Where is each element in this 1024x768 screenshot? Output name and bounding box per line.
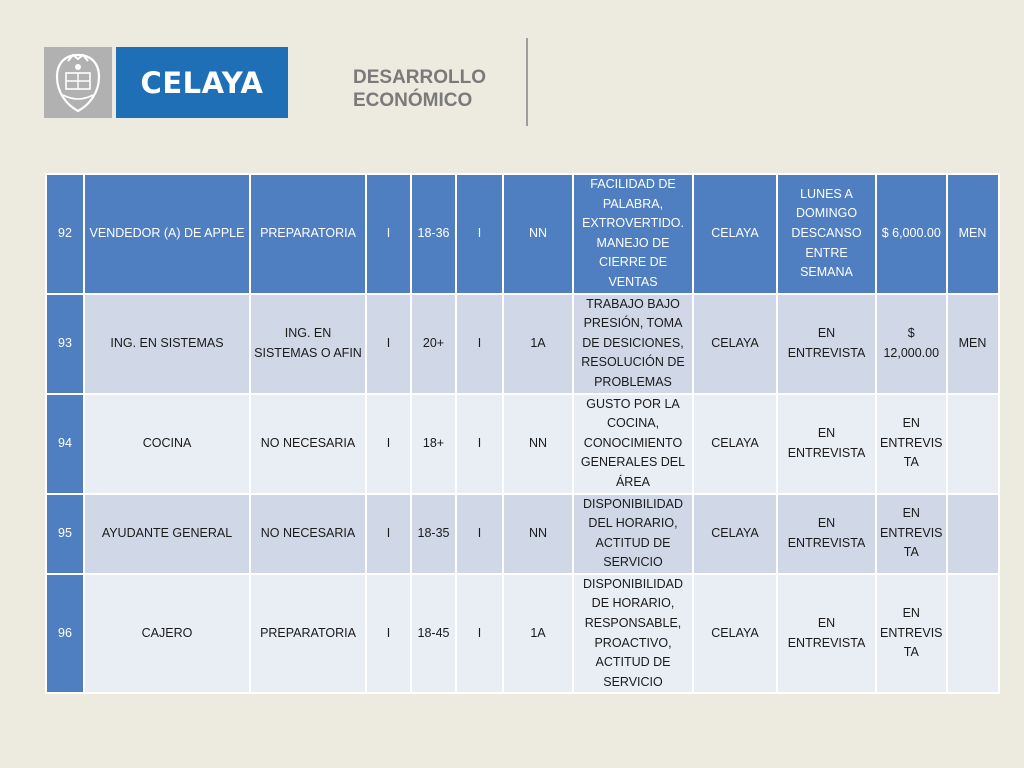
cell-sueldo: EN ENTREVIS TA <box>876 494 947 574</box>
cell-escolaridad: NO NECESARIA <box>250 494 366 574</box>
cell-num: 92 <box>46 174 84 294</box>
department-title-line1: DESARROLLO <box>353 67 486 88</box>
cell-escolaridad: PREPARATORIA <box>250 574 366 694</box>
celaya-seal-logo <box>44 47 112 118</box>
cell-edad: 18+ <box>411 394 456 494</box>
cell-sueldo: $ 6,000.00 <box>876 174 947 294</box>
cell-horario: EN ENTREVISTA <box>777 494 876 574</box>
cell-horario: EN ENTREVISTA <box>777 394 876 494</box>
cell-horario: EN ENTREVISTA <box>777 294 876 394</box>
cell-estado-civil: I <box>456 174 503 294</box>
cell-experiencia: NN <box>503 494 573 574</box>
table-row <box>46 394 999 494</box>
job-vacancies-table <box>45 173 1000 694</box>
cell-puesto: CAJERO <box>84 574 250 694</box>
cell-lugar: CELAYA <box>693 294 777 394</box>
cell-periodo <box>947 574 999 694</box>
cell-estado-civil: I <box>456 494 503 574</box>
cell-edad: 18-45 <box>411 574 456 694</box>
cell-lugar: CELAYA <box>693 394 777 494</box>
cell-num: 93 <box>46 294 84 394</box>
department-title <box>353 66 486 112</box>
cell-num: 95 <box>46 494 84 574</box>
cell-escolaridad: PREPARATORIA <box>250 174 366 294</box>
table-row <box>46 494 999 574</box>
cell-sueldo: $ 12,000.00 <box>876 294 947 394</box>
cell-puesto: AYUDANTE GENERAL <box>84 494 250 574</box>
cell-periodo <box>947 494 999 574</box>
cell-edad: 20+ <box>411 294 456 394</box>
cell-estado-civil: I <box>456 574 503 694</box>
table-row <box>46 574 999 694</box>
cell-sexo: I <box>366 294 411 394</box>
cell-num: 94 <box>46 394 84 494</box>
cell-sueldo: EN ENTREVIS TA <box>876 574 947 694</box>
header-divider <box>526 38 528 126</box>
cell-edad: 18-36 <box>411 174 456 294</box>
cell-sexo: I <box>366 174 411 294</box>
cell-sueldo: EN ENTREVIS TA <box>876 394 947 494</box>
cell-experiencia: 1A <box>503 574 573 694</box>
cell-puesto: ING. EN SISTEMAS <box>84 294 250 394</box>
coat-of-arms-icon <box>47 51 109 115</box>
cell-sexo: I <box>366 574 411 694</box>
cell-escolaridad: ING. EN SISTEMAS O AFIN <box>250 294 366 394</box>
cell-experiencia: 1A <box>503 294 573 394</box>
cell-lugar: CELAYA <box>693 574 777 694</box>
cell-periodo: MEN <box>947 294 999 394</box>
cell-estado-civil: I <box>456 294 503 394</box>
cell-puesto: VENDEDOR (A) DE APPLE <box>84 174 250 294</box>
cell-sexo: I <box>366 494 411 574</box>
cell-num: 96 <box>46 574 84 694</box>
cell-sexo: I <box>366 394 411 494</box>
cell-horario: EN ENTREVISTA <box>777 574 876 694</box>
cell-habilidades: GUSTO POR LA COCINA, CONOCIMIENTO GENERALES DEL ÁREA <box>573 394 693 494</box>
table-row <box>46 294 999 394</box>
cell-estado-civil: I <box>456 394 503 494</box>
cell-experiencia: NN <box>503 174 573 294</box>
cell-periodo: MEN <box>947 174 999 294</box>
cell-habilidades: DISPONIBILIDAD DE HORARIO, RESPONSABLE, PROACTIVO, ACTITUD DE SERVICIO <box>573 574 693 694</box>
cell-lugar: CELAYA <box>693 174 777 294</box>
cell-lugar: CELAYA <box>693 494 777 574</box>
cell-habilidades: DISPONIBILIDAD DEL HORARIO, ACTITUD DE SERVICIO <box>573 494 693 574</box>
cell-escolaridad: NO NECESARIA <box>250 394 366 494</box>
table-row <box>46 174 999 294</box>
brand-name: CELAYA <box>140 65 264 100</box>
cell-edad: 18-35 <box>411 494 456 574</box>
cell-habilidades: TRABAJO BAJO PRESIÓN, TOMA DE DESICIONES, RESOLUCIÓN DE PROBLEMAS <box>573 294 693 394</box>
cell-periodo <box>947 394 999 494</box>
cell-habilidades: FACILIDAD DE PALABRA, EXTROVERTIDO. MANEJO DE CIERRE DE VENTAS <box>573 174 693 294</box>
department-title-line2: ECONÓMICO <box>353 90 473 111</box>
cell-puesto: COCINA <box>84 394 250 494</box>
cell-horario: LUNES A DOMINGO DESCANSO ENTRE SEMANA <box>777 174 876 294</box>
cell-experiencia: NN <box>503 394 573 494</box>
celaya-brand-logo <box>116 47 288 118</box>
